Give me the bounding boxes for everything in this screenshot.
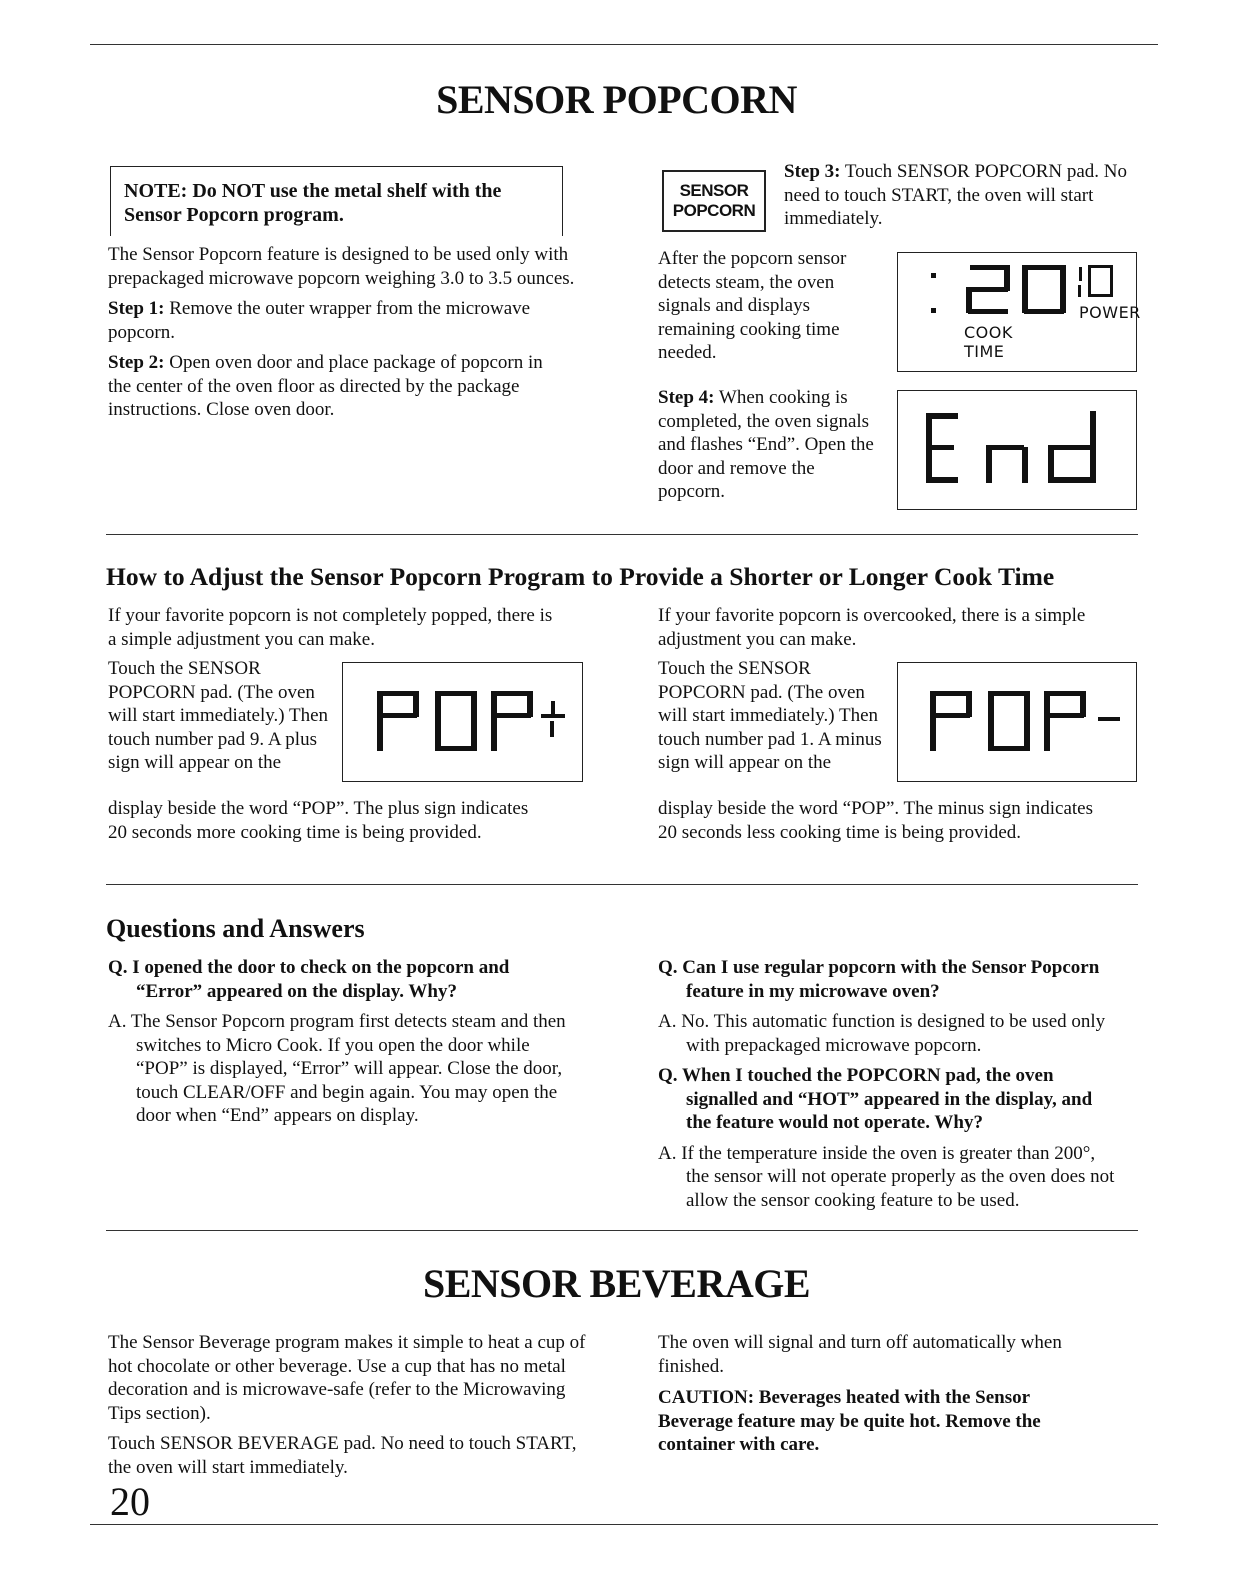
step-3-text: Touch SENSOR POPCORN pad. No need to touch START, the oven will start immediately. [784, 161, 1128, 229]
display-pop-plus [342, 662, 583, 782]
answer-2 [658, 1010, 1118, 1057]
step-2-label: Step 2: [108, 352, 165, 373]
note-text: NOTE: Do NOT use the metal shelf with the Sensor Popcorn program. [124, 180, 502, 226]
a2-text: No. This automatic function is designed to be used only with prepackaged microwave popcorn. [681, 1011, 1106, 1056]
page-number: 20 [110, 1479, 150, 1524]
adjust-left-body-top: Touch the SENSOR POPCORN pad. (The oven will start immediately.) Then touch number pad 9. A plus sign will appear on the [108, 658, 329, 773]
step-1-text: Remove the outer wrapper from the microwave popcorn. [108, 298, 531, 343]
display-end [897, 390, 1137, 510]
adjust-left-body-bottom: display beside the word “POP”. The plus sign indicates 20 seconds more cooking time is being provided. [108, 798, 529, 843]
step-4 [658, 386, 886, 504]
qa-heading: Questions and Answers [106, 914, 365, 943]
q1-prefix: Q. [108, 957, 128, 978]
adjust-heading: How to Adjust the Sensor Popcorn Program to Provide a Shorter or Longer Cook Time [106, 562, 1055, 591]
pop-plus-digits [343, 663, 584, 783]
step-4-label: Step 4: [658, 387, 715, 408]
step-1 [108, 297, 586, 344]
step-3 [784, 160, 1142, 231]
qa-right-column [658, 956, 1118, 1212]
adjust-left-intro: If your favorite popcorn is not completely popped, there is a simple adjustment you can make. [108, 605, 553, 650]
rule-1 [106, 534, 1138, 535]
rule-2 [106, 884, 1138, 885]
top-rule [90, 44, 1158, 45]
section-title-sensor-beverage: SENSOR BEVERAGE [422, 1261, 811, 1306]
step-2 [108, 351, 558, 422]
popcorn-left-column [108, 243, 586, 422]
answer-3 [658, 1142, 1118, 1213]
popcorn-intro: The Sensor Popcorn feature is designed to be used only with prepackaged microwave popcorn weighing 3.0 to 3.5 ounces. [108, 244, 575, 289]
bottom-rule [90, 1524, 1158, 1525]
a1-prefix: A. [108, 1011, 127, 1032]
step-1-label: Step 1: [108, 298, 165, 319]
section-title-sensor-popcorn: SENSOR POPCORN [436, 77, 797, 122]
beverage-left-column [108, 1331, 586, 1479]
rule-3 [106, 1230, 1138, 1231]
pad-line-2: POPCORN [672, 201, 756, 220]
display-pop-minus [897, 662, 1137, 782]
adjust-right-intro: If your favorite popcorn is overcooked, there is a simple adjustment you can make. [658, 605, 1086, 650]
beverage-caution: CAUTION: Beverages heated with the Sensor Beverage feature may be quite hot. Remove the container with care. [658, 1387, 1041, 1455]
beverage-left-p1: The Sensor Beverage program makes it simple to heat a cup of hot chocolate or other beverage. Use a cup that has no metal decoration and is microwave-safe (refer to the Microwaving Tips section). [108, 1332, 586, 1424]
step-3-label: Step 3: [784, 161, 841, 182]
a3-text: If the temperature inside the oven is greater than 200°, the sensor will not operate properly as the oven does not allow the sensor cooking feature to be used. [681, 1142, 1115, 1211]
beverage-left-p2: Touch SENSOR BEVERAGE pad. No need to touch START, the oven will start immediately. [108, 1433, 577, 1478]
pad-line-1: SENSOR [679, 181, 749, 200]
a2-prefix: A. [658, 1011, 677, 1032]
display-end-digits [898, 391, 1138, 511]
cook-label: COOK [964, 323, 1013, 342]
adjust-right-body-bottom: display beside the word “POP”. The minus sign indicates 20 seconds less cooking time is being provided. [658, 798, 1094, 843]
q1-text: I opened the door to check on the popcorn and “Error” appeared on the display. Why? [132, 957, 510, 1002]
beverage-right-p1: The oven will signal and turn off automatically when finished. [658, 1332, 1062, 1377]
q3-prefix: Q. [658, 1065, 678, 1086]
answer-1 [108, 1010, 578, 1128]
after-steam-text: After the popcorn sensor detects steam, the oven signals and displays remaining cooking time needed. [658, 248, 847, 363]
q3-text: When I touched the POPCORN pad, the oven signalled and “HOT” appeared in the display, and the feature would not operate. Why? [681, 1065, 1093, 1133]
step-2-text: Open oven door and place package of popcorn in the center of the oven floor as directed by the package instructions. Close oven door. [108, 352, 543, 420]
q2-text: Can I use regular popcorn with the Sensor Popcorn feature in my microwave oven? [682, 957, 1100, 1002]
pop-minus-digits [898, 663, 1138, 783]
question-1 [108, 956, 578, 1003]
time-label: TIME [964, 342, 1005, 361]
sensor-popcorn-pad [662, 170, 766, 232]
note-box [110, 166, 563, 236]
a3-prefix: A. [658, 1142, 677, 1164]
q2-prefix: Q. [658, 957, 678, 978]
question-3 [658, 1064, 1118, 1135]
power-label: POWER [1079, 303, 1141, 322]
display-cook-time [897, 252, 1141, 372]
a1-text: The Sensor Popcorn program first detects steam and then switches to Micro Cook. If you open the door while “POP” is displayed, “Error” will appear. Close the door, touch CLEAR/OFF and begin again. You may open the door when “End” appears on display. [130, 1011, 566, 1126]
step-4-text: When cooking is completed, the oven signals and flashes “End”. Open the door and remove the popcorn. [658, 387, 874, 502]
question-2 [658, 956, 1118, 1003]
adjust-right-body-top: Touch the SENSOR POPCORN pad. (The oven will start immediately.) Then touch number pad 1. A minus sign will appear on the [658, 658, 882, 773]
beverage-right-column [658, 1331, 1106, 1457]
qa-left-column [108, 956, 578, 1128]
